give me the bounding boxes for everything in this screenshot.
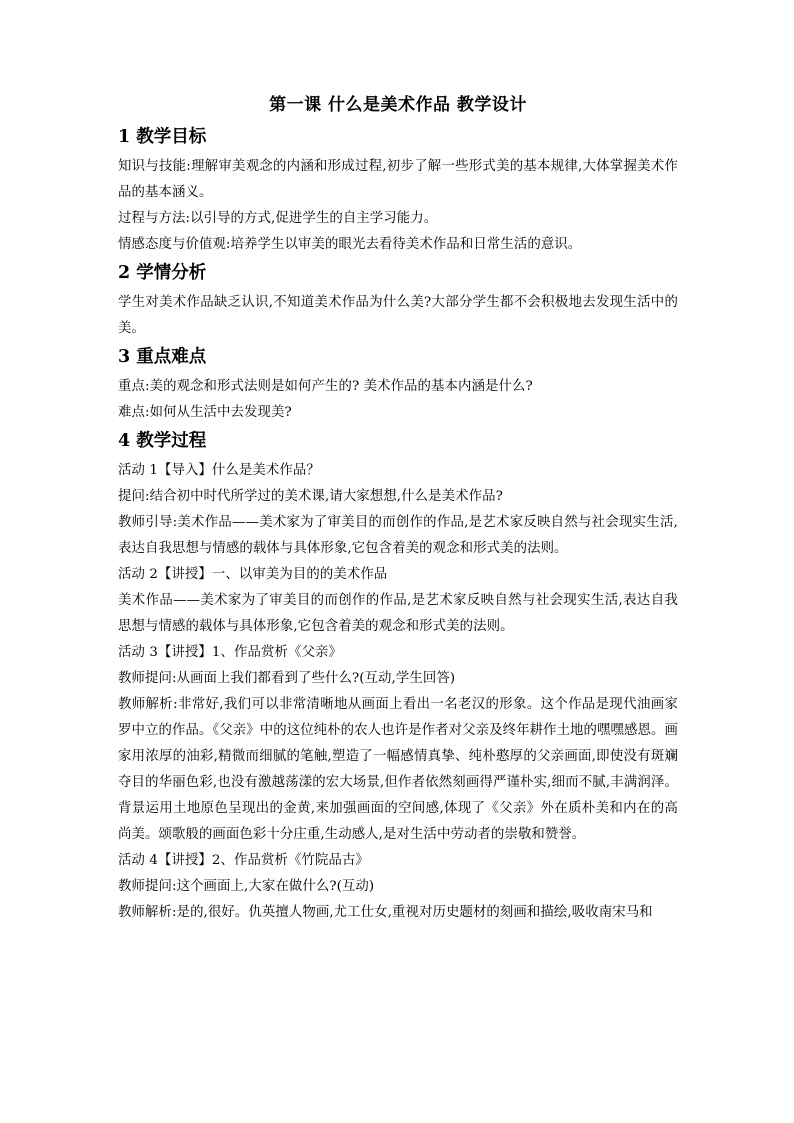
paragraph: 知识与技能:理解审美观念的内涵和形成过程,初步了解一些形式美的基本规律,大体掌握美术作品的基本涵义。 [118,159,678,200]
section-heading: 3 重点难点 [118,347,207,367]
section-heading: 4 教学过程 [118,431,207,451]
paragraph: 教师提问:这个画面上,大家在做什么?(互动) [118,879,375,894]
paragraph: 教师解析:非常好,我们可以非常清晰地从画面上看出一名老汉的形象。这个作品是现代油画家罗中立的作品。《父亲》中的这位纯朴的农人也许是作者对父亲及终年耕作土地的嘿嘿感恩。画家用浓厚的油彩,精微而细腻的笔触,塑造了一幅感情真挚、纯朴憨厚的父亲画面,即使没有斑斓夺目的华丽色彩,也没有激越荡漾的宏大场景,但作者依然刻画得严谨朴实,细而不腻,丰满润泽。背景运用土地原色呈现出的金黄,来加强画面的空间感,体现了《父亲》外在质朴美和内在的高尚美。颂歌般的画面色彩十分庄重,生动感人,是对生活中劳动者的崇敬和赞誉。 [118,697,678,842]
paragraph: 教师解析:是的,很好。仇英擅人物画,尤工仕女,重视对历史题材的刻画和描绘,吸收南宋马和 [118,905,653,920]
paragraph: 活动 2【讲授】一、以审美为目的的美术作品 [118,567,388,582]
paragraph: 活动 1【导入】什么是美术作品？ [118,463,320,478]
paragraph: 活动 4【讲授】2、作品赏析《竹院品古》 [118,853,369,868]
paragraph: 提问:结合初中时代所学过的美术课,请大家想想,什么是美术作品? [118,489,503,504]
paragraph: 活动 3【讲授】1、作品赏析《父亲》 [118,645,342,660]
section-teaching-process [118,428,678,926]
paragraph: 美术作品——美术家为了审美目的而创作的作品,是艺术家反映自然与社会现实生活,表达自我思想与情感的载体与具体形象,它包含着美的观念和形式美的法则。 [118,593,678,634]
paragraph: 情感态度与价值观:培养学生以审美的眼光去看待美术作品和日常生活的意识。 [118,237,582,252]
section-teaching-objectives [118,124,678,258]
section-key-difficulties [118,344,678,426]
section-student-analysis [118,260,678,342]
paragraph: 教师引导:美术作品——美术家为了审美目的而创作的作品,是艺术家反映自然与社会现实生活,表达自我思想与情感的载体与具体形象,它包含着美的观念和形式美的法则。 [118,515,678,556]
document-page [118,92,678,926]
paragraph: 难点:如何从生活中去发现美? [118,405,292,420]
paragraph: 重点:美的观念和形式法则是如何产生的? 美术作品的基本内涵是什么? [118,379,533,394]
paragraph: 教师提问:从画面上我们都看到了些什么?(互动,学生回答) [118,671,456,686]
paragraph: 过程与方法:以引导的方式,促进学生的自主学习能力。 [118,211,438,226]
paragraph: 学生对美术作品缺乏认识,不知道美术作品为什么美?大部分学生都不会积极地去发现生活中的美。 [118,295,678,336]
section-heading: 2 学情分析 [118,263,207,283]
document-title: 第一课 什么是美术作品 教学设计 [269,95,527,115]
section-heading: 1 教学目标 [118,127,207,147]
